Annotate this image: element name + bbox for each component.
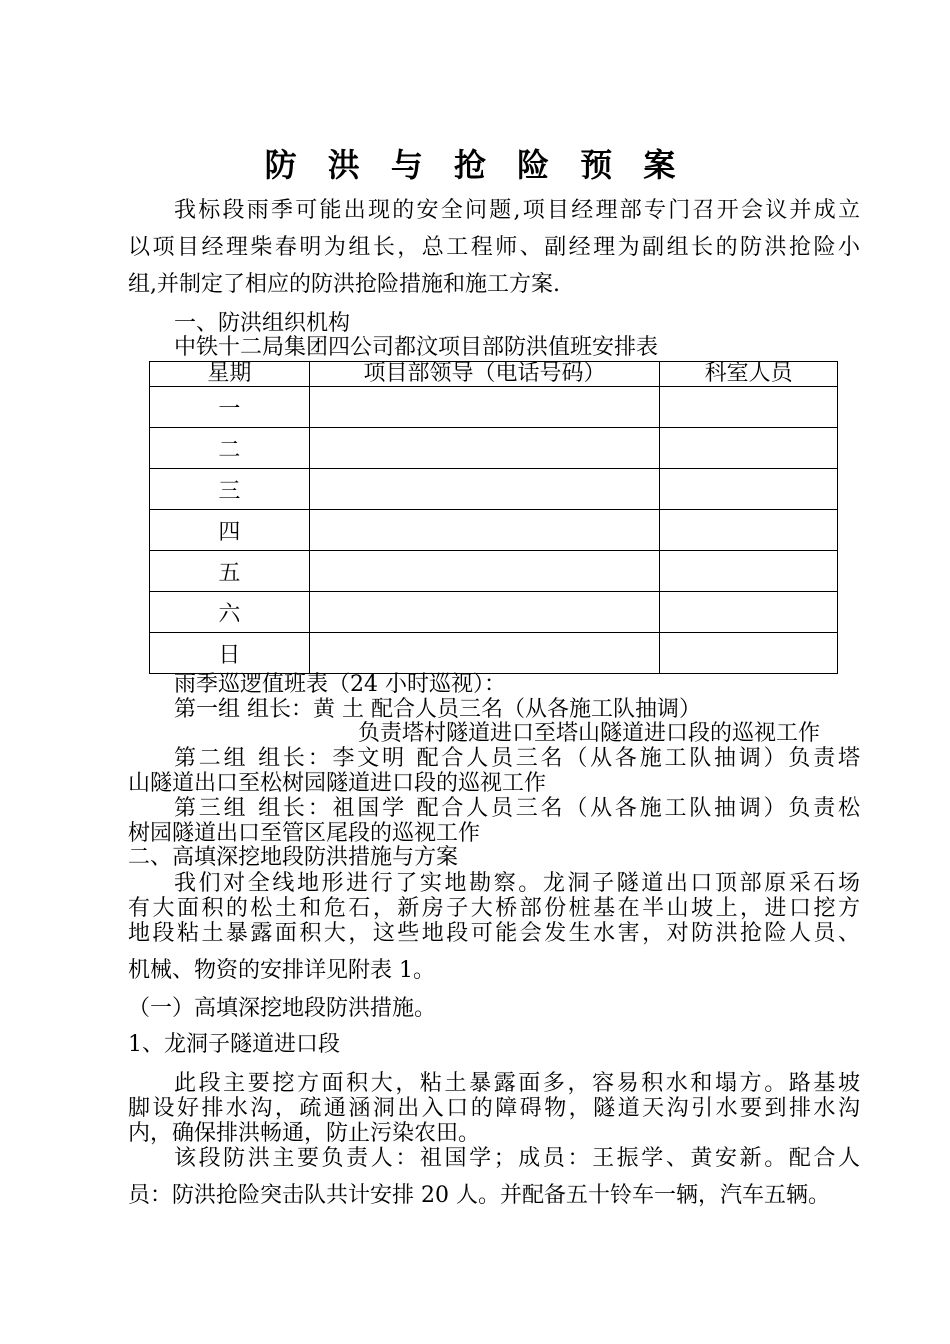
patrol-group-3-duty: 树园隧道出口至管区尾段的巡视工作 bbox=[128, 821, 481, 846]
leader-cell bbox=[309, 551, 659, 592]
section-heading-organization: 一、防洪组织机构 bbox=[174, 311, 351, 336]
intro-line-3: 组,并制定了相应的防洪抢险措施和施工方案. bbox=[128, 272, 560, 297]
table-row bbox=[150, 592, 838, 633]
weekday-cell: 三 bbox=[150, 469, 310, 510]
leader-cell bbox=[309, 633, 659, 674]
staff-line-1: 该段防洪主要负责人：祖国学；成员：王振学、黄安新。配合人 bbox=[174, 1146, 860, 1171]
patrol-group-1-leader: 第一组 组长：黄 土 配合人员三名（从各施工队抽调） bbox=[174, 697, 701, 722]
survey-line-4: 机械、物资的安排详见附表 1。 bbox=[128, 958, 435, 983]
leader-cell bbox=[309, 387, 659, 428]
table-caption: 中铁十二局集团四公司都汶项目部防洪值班安排表 bbox=[174, 335, 659, 360]
intro-line-2: 以项目经理柴春明为组长，总工程师、副经理为副组长的防洪抢险小 bbox=[128, 235, 860, 260]
survey-line-3: 地段粘土暴露面积大，这些地段可能会发生水害，对防洪抢险人员、 bbox=[128, 921, 860, 946]
table-row bbox=[150, 551, 838, 592]
weekday-cell: 一 bbox=[150, 387, 310, 428]
weekday-cell: 四 bbox=[150, 510, 310, 551]
table-header-row bbox=[150, 362, 838, 387]
header-staff: 科室人员 bbox=[660, 362, 838, 387]
table-row bbox=[150, 469, 838, 510]
section-heading-measures: 二、高填深挖地段防洪措施与方案 bbox=[128, 845, 459, 870]
staff-cell bbox=[660, 510, 838, 551]
weekday-cell: 二 bbox=[150, 428, 310, 469]
staff-cell bbox=[660, 592, 838, 633]
staff-cell bbox=[660, 633, 838, 674]
measures-line-2: 脚设好排水沟，疏通涵洞出入口的障碍物，隧道天沟引水要到排水沟 bbox=[128, 1096, 860, 1121]
survey-line-2: 有大面积的松土和危石，新房子大桥部份桩基在半山坡上，进口挖方 bbox=[128, 896, 860, 921]
item-heading: 1、龙洞子隧道进口段 bbox=[128, 1032, 340, 1057]
leader-cell bbox=[309, 469, 659, 510]
measures-line-3: 内，确保排洪畅通，防止污染农田。 bbox=[128, 1121, 481, 1146]
subsection-heading: （一）高填深挖地段防洪措施。 bbox=[128, 996, 437, 1021]
header-weekday: 星期 bbox=[150, 362, 310, 387]
patrol-group-3-leader: 第三组 组长：祖国学 配合人员三名（从各施工队抽调）负责松 bbox=[174, 796, 860, 821]
patrol-group-2-duty: 山隧道出口至松树园隧道进口段的巡视工作 bbox=[128, 771, 547, 796]
weekday-cell: 六 bbox=[150, 592, 310, 633]
staff-line-2: 员：防洪抢险突击队共计安排 20 人。并配备五十铃车一辆，汽车五辆。 bbox=[128, 1183, 830, 1208]
measures-line-1: 此段主要挖方面积大，粘土暴露面多，容易积水和塌方。路基坡 bbox=[174, 1071, 860, 1096]
weekday-cell: 日 bbox=[150, 633, 310, 674]
leader-cell bbox=[309, 592, 659, 633]
table-row bbox=[150, 510, 838, 551]
weekday-cell: 五 bbox=[150, 551, 310, 592]
patrol-group-1-duty: 负责塔村隧道进口至塔山隧道进口段的巡视工作 bbox=[358, 721, 821, 746]
staff-cell bbox=[660, 469, 838, 510]
staff-cell bbox=[660, 551, 838, 592]
survey-line-1: 我们对全线地形进行了实地勘察。龙洞子隧道出口顶部原采石场 bbox=[174, 871, 860, 896]
leader-cell bbox=[309, 510, 659, 551]
patrol-heading: 雨季巡逻值班表（24 小时巡视）： bbox=[174, 672, 506, 697]
staff-cell bbox=[660, 387, 838, 428]
duty-roster-table bbox=[149, 361, 838, 674]
table-row bbox=[150, 387, 838, 428]
table-row bbox=[150, 428, 838, 469]
header-leader: 项目部领导（电话号码） bbox=[309, 362, 659, 387]
document-title: 防 洪 与 抢 险 预 案 bbox=[264, 146, 686, 184]
leader-cell bbox=[309, 428, 659, 469]
intro-line-1: 我标段雨季可能出现的安全问题,项目经理部专门召开会议并成立 bbox=[174, 198, 860, 223]
patrol-group-2-leader: 第二组 组长：李文明 配合人员三名（从各施工队抽调）负责塔 bbox=[174, 746, 860, 771]
table-row bbox=[150, 633, 838, 674]
staff-cell bbox=[660, 428, 838, 469]
